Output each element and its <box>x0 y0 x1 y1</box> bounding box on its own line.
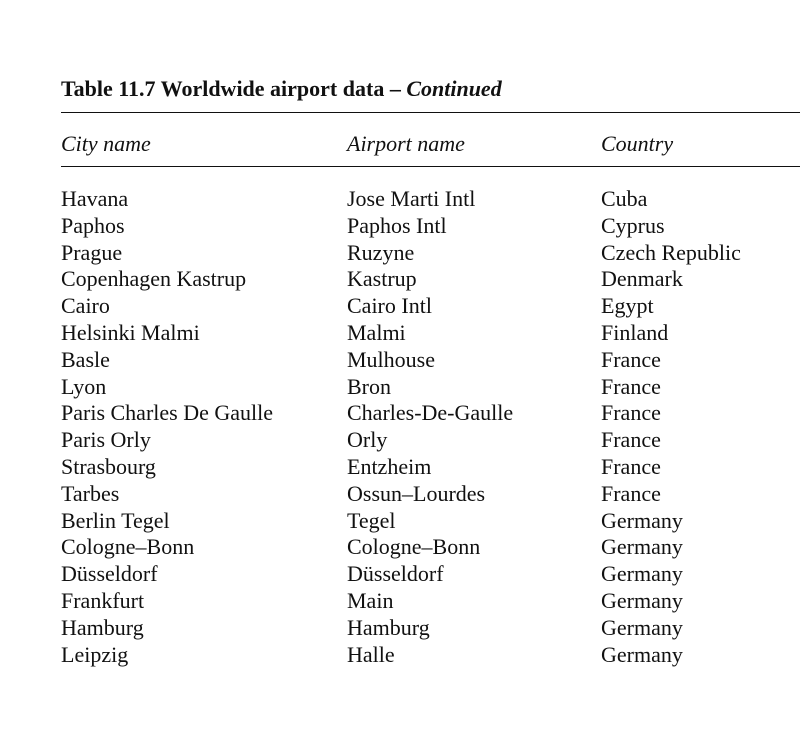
city-name-cell: Hamburg <box>61 614 144 640</box>
city-name-cell: Frankfurt <box>61 587 145 613</box>
table-header-rule <box>61 166 800 167</box>
airport-name-cell: Jose Marti Intl <box>347 186 476 211</box>
table-row <box>0 240 800 267</box>
airport-name-cell: Orly <box>347 427 388 453</box>
airport-name-cell: Kastrup <box>347 266 417 292</box>
table-caption <box>61 74 502 104</box>
country-cell: France <box>601 480 661 506</box>
table-row <box>0 186 800 213</box>
country-cell: Cyprus <box>601 212 665 238</box>
table-row <box>0 374 800 401</box>
table-row <box>0 427 800 454</box>
airport-name-cell: Bron <box>347 373 391 399</box>
country-cell: Germany <box>601 614 683 640</box>
city-name-cell: Havana <box>61 186 129 211</box>
country-cell: France <box>601 373 661 399</box>
table-top-rule <box>61 112 800 113</box>
city-name-cell: Cairo <box>61 293 110 319</box>
column-header-city-name: City name <box>61 131 151 156</box>
airport-name-cell: Paphos Intl <box>347 212 447 238</box>
column-header-country: Country <box>601 131 674 156</box>
country-cell: France <box>601 400 661 426</box>
airport-name-cell: Ossun–Lourdes <box>347 480 486 506</box>
airport-name-cell: Cairo Intl <box>347 293 432 319</box>
country-cell: Czech Republic <box>601 239 741 265</box>
table-row <box>0 400 800 427</box>
table-row <box>0 615 800 642</box>
airport-name-cell: Halle <box>347 641 395 667</box>
city-name-cell: Paphos <box>61 212 125 238</box>
country-cell: Germany <box>601 561 683 587</box>
table-row <box>0 588 800 615</box>
table-row <box>0 454 800 481</box>
table-row <box>0 347 800 374</box>
country-cell: France <box>601 427 661 453</box>
airport-name-cell: Main <box>347 587 394 613</box>
city-name-cell: Basle <box>61 346 110 372</box>
city-name-cell: Strasbourg <box>61 453 156 479</box>
airport-name-cell: Hamburg <box>347 614 430 640</box>
table-caption-continued: Continued <box>406 76 502 101</box>
airport-name-cell: Entzheim <box>347 453 432 479</box>
airport-name-cell: Düsseldorf <box>347 561 444 587</box>
city-name-cell: Paris Orly <box>61 427 151 453</box>
city-name-cell: Prague <box>61 239 123 265</box>
table-row <box>0 534 800 561</box>
country-cell: Germany <box>601 534 683 560</box>
airport-name-cell: Tegel <box>347 507 396 533</box>
country-cell: Germany <box>601 641 683 667</box>
table-row <box>0 293 800 320</box>
city-name-cell: Cologne–Bonn <box>61 534 195 560</box>
table-row <box>0 213 800 240</box>
country-cell: Germany <box>601 507 683 533</box>
city-name-cell: Berlin Tegel <box>61 507 170 533</box>
country-cell: France <box>601 453 661 479</box>
city-name-cell: Helsinki Malmi <box>61 319 200 345</box>
airport-name-cell: Mulhouse <box>347 346 435 372</box>
country-cell: Finland <box>601 319 669 345</box>
table-row <box>0 320 800 347</box>
country-cell: France <box>601 346 661 372</box>
country-cell: Egypt <box>601 293 654 319</box>
table-caption-label: Table 11.7 Worldwide airport data – <box>61 76 401 101</box>
city-name-cell: Lyon <box>61 373 107 399</box>
airport-name-cell: Malmi <box>347 319 406 345</box>
table-row <box>0 481 800 508</box>
airport-name-cell: Ruzyne <box>347 239 415 265</box>
table-row <box>0 508 800 535</box>
column-header-airport-name: Airport name <box>347 131 465 156</box>
city-name-cell: Paris Charles De Gaulle <box>61 400 273 426</box>
city-name-cell: Düsseldorf <box>61 561 158 587</box>
table-row <box>0 266 800 293</box>
city-name-cell: Copenhagen Kastrup <box>61 266 247 292</box>
table-row <box>0 642 800 669</box>
airport-name-cell: Charles-De-Gaulle <box>347 400 514 426</box>
city-name-cell: Tarbes <box>61 480 120 506</box>
country-cell: Cuba <box>601 186 648 211</box>
airport-name-cell: Cologne–Bonn <box>347 534 481 560</box>
table-body <box>0 186 800 668</box>
table-row <box>0 561 800 588</box>
country-cell: Denmark <box>601 266 683 292</box>
city-name-cell: Leipzig <box>61 641 129 667</box>
country-cell: Germany <box>601 587 683 613</box>
